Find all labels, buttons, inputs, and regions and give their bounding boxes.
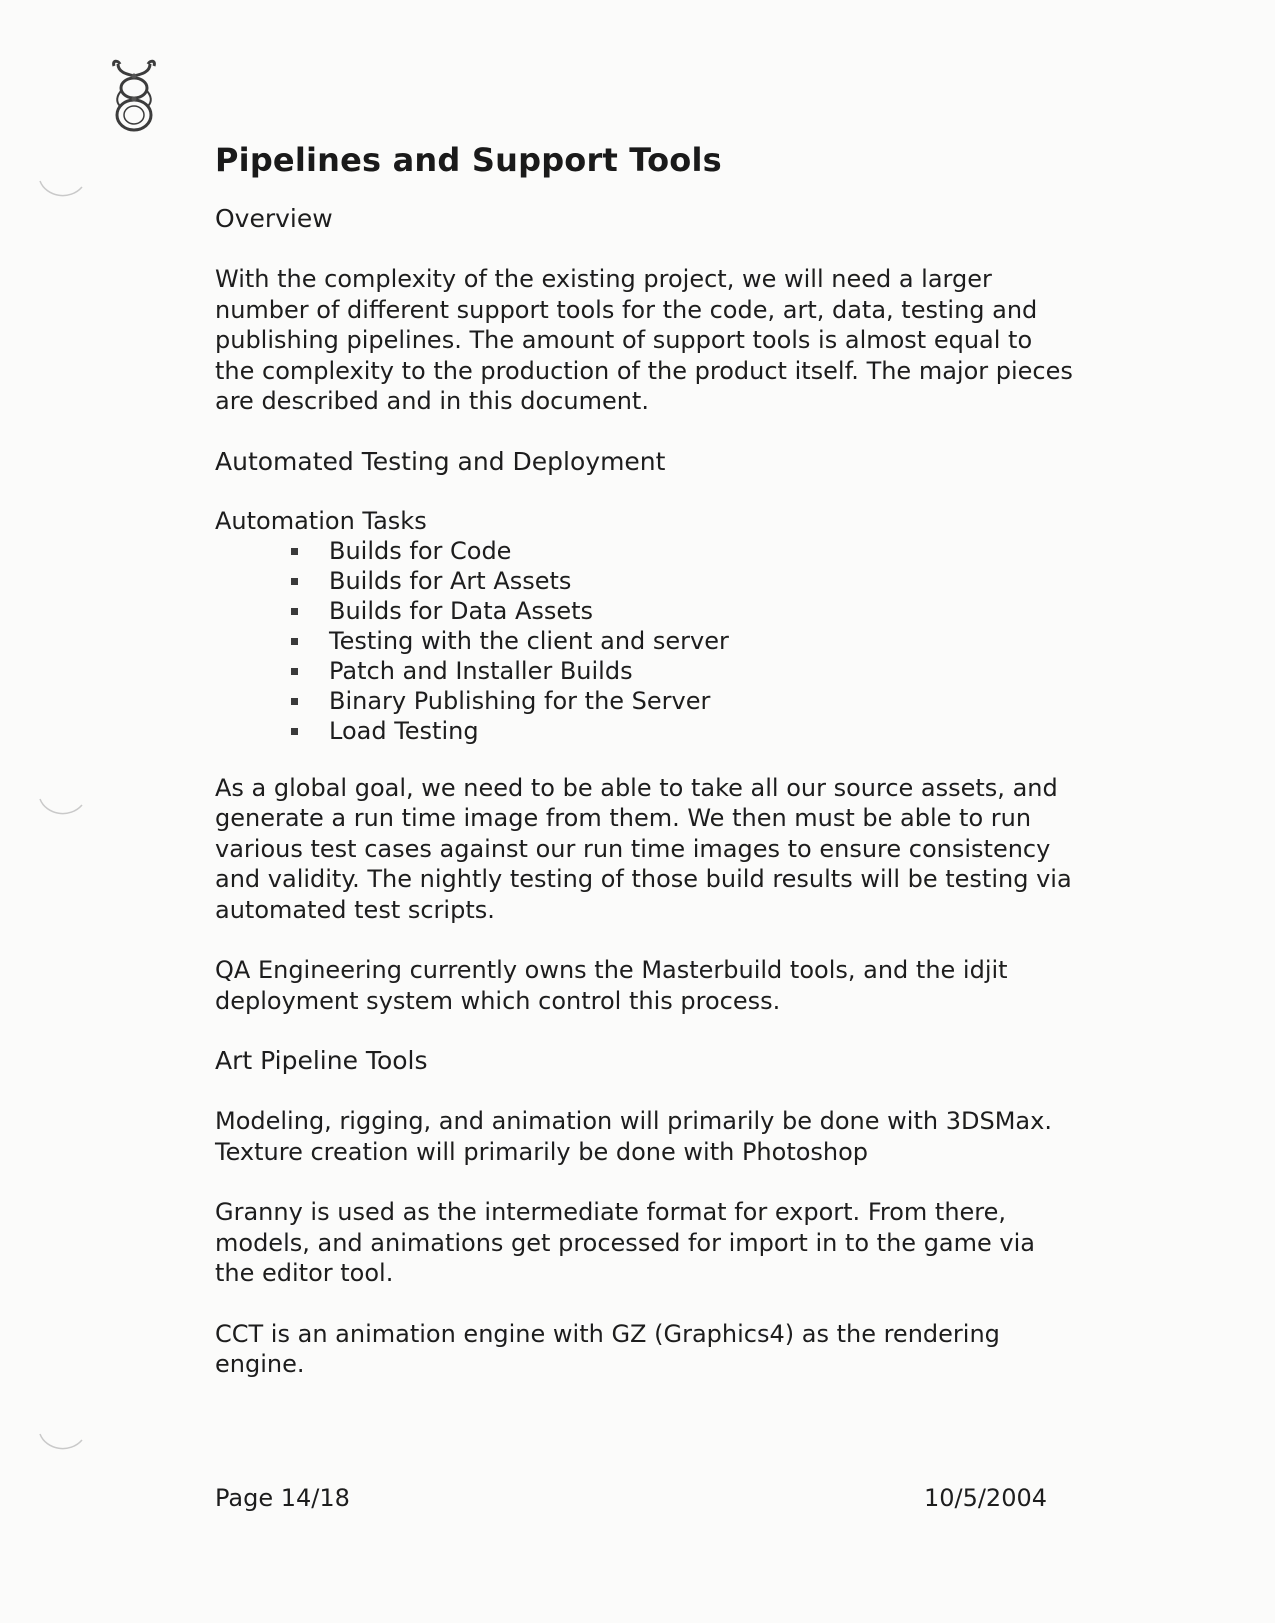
list-item: Builds for Code bbox=[291, 536, 1075, 566]
square-bullet-icon bbox=[291, 668, 298, 675]
list-item: Builds for Data Assets bbox=[291, 596, 1075, 626]
square-bullet-icon bbox=[291, 638, 298, 645]
modeling-paragraph: Modeling, rigging, and animation will primarily be done with 3DSMax. Texture creation will primarily be done with Photoshop bbox=[215, 1107, 1052, 1166]
automated-testing-heading: Automated Testing and Deployment bbox=[215, 446, 666, 476]
list-item: Binary Publishing for the Server bbox=[291, 686, 1075, 716]
list-item: Load Testing bbox=[291, 716, 1075, 746]
page-footer bbox=[215, 1483, 1047, 1513]
binder-hole-shadow-icon bbox=[36, 175, 86, 205]
automation-tasks-list bbox=[215, 536, 1075, 746]
square-bullet-icon bbox=[291, 608, 298, 615]
ornamental-8-logo-icon bbox=[104, 58, 164, 136]
list-item: Patch and Installer Builds bbox=[291, 656, 1075, 686]
granny-paragraph: Granny is used as the intermediate format for export. From there, models, and animations get processed for import in to the game via the editor tool. bbox=[215, 1198, 1035, 1287]
cct-paragraph: CCT is an animation engine with GZ (Graphics4) as the rendering engine. bbox=[215, 1319, 1000, 1378]
binder-hole-shadow-icon bbox=[36, 1428, 86, 1458]
document-body bbox=[215, 136, 1075, 1380]
page-title: Pipelines and Support Tools bbox=[215, 141, 722, 179]
binder-hole-shadow-icon bbox=[36, 793, 86, 823]
automation-tasks-label: Automation Tasks bbox=[215, 506, 427, 535]
document-date: 10/5/2004 bbox=[923, 1484, 1047, 1512]
overview-paragraph: With the complexity of the existing project, we will need a larger number of different support tools for the code, art, data, testing and publishing pipelines. The amount of support tools is almost equal to the complexity to the production of the product itself. The major pieces are described and in this document. bbox=[215, 265, 1073, 415]
list-item: Builds for Art Assets bbox=[291, 566, 1075, 596]
square-bullet-icon bbox=[291, 728, 298, 735]
qa-engineering-paragraph: QA Engineering currently owns the Masterbuild tools, and the idjit deployment system which control this process. bbox=[215, 956, 1008, 1015]
overview-heading: Overview bbox=[215, 204, 333, 233]
global-goal-paragraph: As a global goal, we need to be able to take all our source assets, and generate a run time image from them. We then must be able to run various test cases against our run time images to ensure consistency and validity. The nightly testing of those build results will be testing via automated test scripts. bbox=[215, 773, 1072, 924]
page-number: Page 14/18 bbox=[215, 1484, 350, 1512]
square-bullet-icon bbox=[291, 548, 298, 555]
square-bullet-icon bbox=[291, 698, 298, 705]
art-pipeline-heading: Art Pipeline Tools bbox=[215, 1046, 428, 1075]
square-bullet-icon bbox=[291, 578, 298, 585]
list-item: Testing with the client and server bbox=[291, 626, 1075, 656]
